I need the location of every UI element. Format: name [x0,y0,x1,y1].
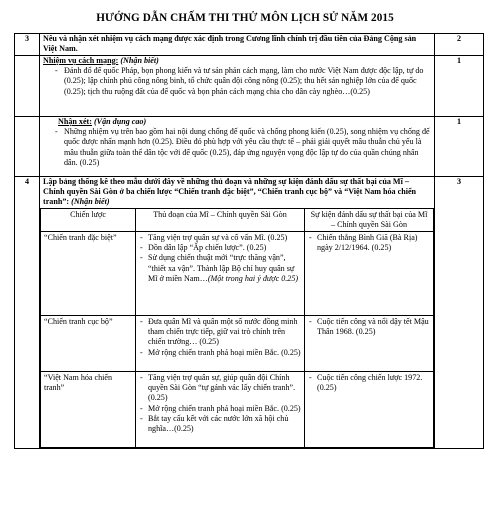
column-header-strategy: Chiến lược [41,208,136,231]
list-item: - Chiến thắng Bình Giã (Bà Rịa) ngày 2/12/1964. (0.25) [317,233,430,253]
scoring-note: (Một trong hai ý được 0.25) [207,273,299,283]
strategy-cell: “Chiến tranh đặc biệt” [41,232,136,316]
strategy-cell: “Chiến tranh cục bộ” [41,316,136,372]
q3-part2-list [40,127,434,168]
q3-question-text: Nêu và nhận xét nhiệm vụ cách mạng được xác định trong Cương lĩnh chính trị đầu tiên của Đảng Cộng sản Việt Nam. [43,34,417,54]
q4-row [15,177,484,449]
q4-question-text: Lập bảng thống kê theo mẫu dưới đây về những thủ đoạn và những sự kiện đánh dấu sự thất bại của Mĩ – Chính quyền Sài Gòn ở ba chiến lược “Chiến tranh đặc biệt”, “Chiến tranh cục bộ” và “Việt Nam hóa chiến tranh”: [43,177,417,207]
q3-part1 [40,56,435,117]
q3-part2-points: 1 [435,117,484,177]
tactics-cell [136,316,305,372]
strategy-table-header [41,208,434,231]
q3-part1-list [40,66,434,97]
q3-part2 [40,117,435,177]
event-cell [305,232,434,316]
list-item: - Cuộc tiến công chiến lược 1972. (0.25) [317,373,430,393]
q3-part2-label: Nhận xét: [58,117,92,126]
list-item: - Mở rộng chiến tranh phá hoại miền Bắc. (0.25) [148,348,301,358]
list-item: - Cuộc tiến công và nổi dậy tết Mậu Thân 1968. (0.25) [317,317,430,337]
q4-number: 4 [15,177,40,449]
list-item: - Tăng viện trợ quân sự và cố vấn Mĩ. (0.25) [148,233,301,243]
column-header-events: Sự kiện đánh dấu sự thất bại của Mĩ – Chính quyền Sài Gòn [305,208,434,231]
list-item: - Tăng viện trợ quân sự, giúp quân đội Chính quyền Sài Gòn “tự gánh vác lấy chiến tranh”. (0.25) [148,373,301,404]
table-row [41,372,434,448]
event-cell [305,372,434,448]
list-item: - Bắt tay cấu kết với các nước lớn xã hội chủ nghĩa…(0.25) [148,414,301,434]
column-header-tactics: Thủ đoạn của Mĩ – Chính quyền Sài Gòn [136,208,305,231]
event-cell [305,316,434,372]
strategy-cell: “Việt Nam hóa chiến tranh” [41,372,136,448]
q4-points: 3 [435,177,484,449]
strategy-table [40,208,434,448]
answer-key-table [14,33,484,449]
q4-level: (Nhận biết) [71,197,110,207]
list-item: - Sử dụng chiến thuật mới “trực thăng vận”, “thiết xa vận”. Thành lập Bộ chỉ huy quân sự Mĩ ở miền Nam…(Một trong hai ý được 0.25) [148,253,301,284]
list-item: - Những nhiệm vụ trên bao gồm hai nội dung chống đế quốc và chống phong kiến (0.25), song nhiệm vụ chống đế quốc được nhấn mạnh hơn (0.25). Điều đó phù hợp với yêu cầu thực tế – phải giải quyết mâu thuẫn chủ yếu là mâu thuẫn giữa toàn thể dân tộc với đế quốc (0.25), đáp ứng nguyện vọng độc lập tự do của quần chúng nhân dân. (0.25) [64,127,434,168]
q3-number: 3 [15,34,40,56]
document-title: HƯỚNG DẪN CHẤM THI THỬ MÔN LỊCH SỬ NĂM 2015 [96,12,394,24]
q3-points: 2 [435,34,484,56]
q3-question [40,34,435,56]
q3-part2-level: (Vận dụng cao) [93,117,147,126]
q3-part1-row [15,56,484,117]
tactics-cell [136,232,305,316]
list-item: - Đưa quân Mĩ và quân một số nước đồng minh tham chiến trực tiếp, giữ vai trò chính trên chiến trường… (0.25) [148,317,301,348]
q3-row [15,34,484,56]
table-row [41,232,434,316]
q3-part1-label: Nhiệm vụ cách mạng: [43,56,119,65]
q3-part1-level: (Nhận biết) [120,56,159,65]
q3-part1-points: 1 [435,56,484,117]
list-item: - Mở rộng chiến tranh phá hoại miền Bắc. (0.25) [148,404,301,414]
table-row [41,316,434,372]
list-item: - Dồn dân lập “Ấp chiến lược”. (0.25) [148,243,301,253]
q3-part2-row [15,117,484,177]
tactics-cell [136,372,305,448]
q4-content [40,177,435,449]
list-item: - Đánh đổ đế quốc Pháp, bọn phong kiến và tư sản phản cách mạng, làm cho nước Việt Nam được độc lập, tự do (0.25); lập chính phủ công nông binh, tổ chức quân đội công nông (0.25); thu hết sản nghiệp lớn của đế quốc (0.25); tịch thu ruộng đất của đế quốc và bọn phản cách mạng chia cho dân cày nghèo…(0.25) [64,66,434,97]
